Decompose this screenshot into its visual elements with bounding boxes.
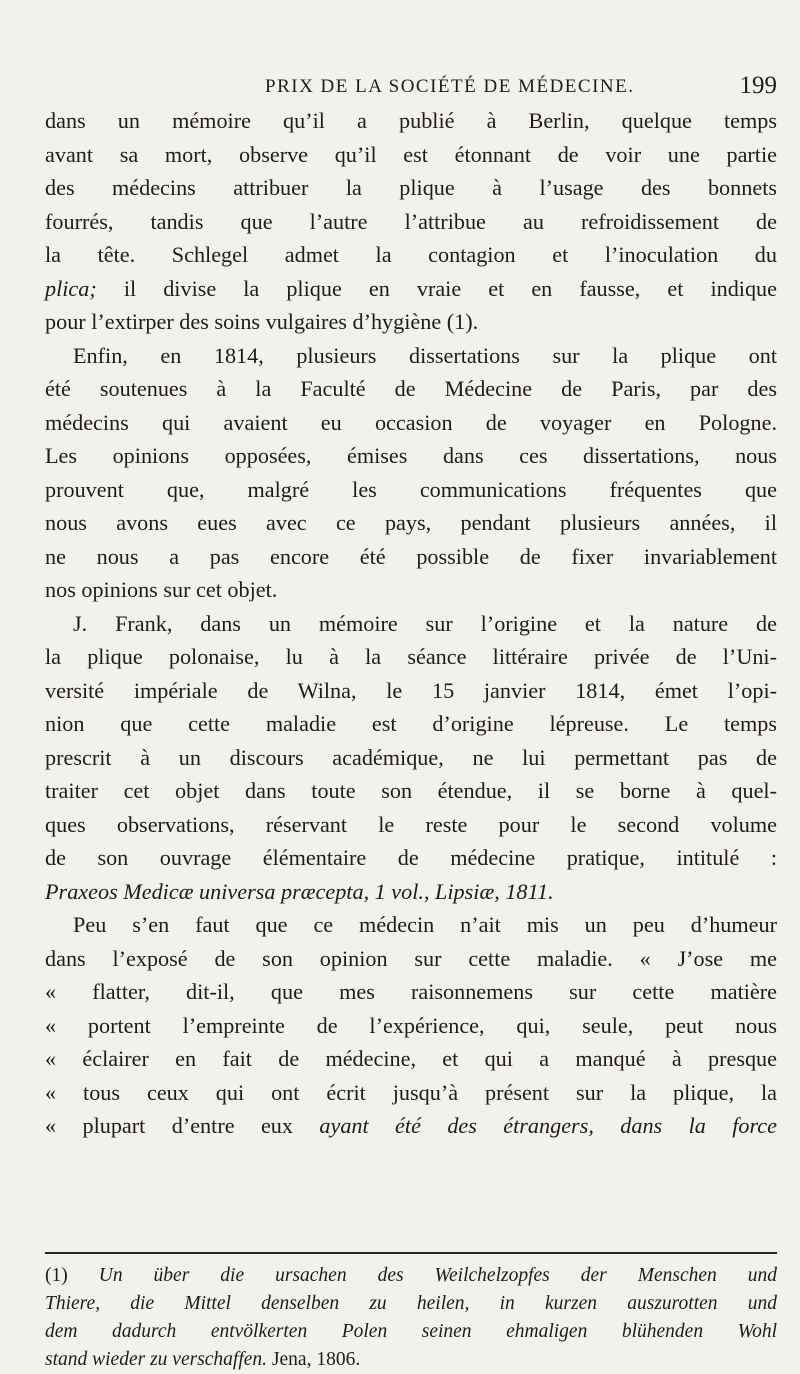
text-line: « tous ceux qui ont écrit jusqu’à présent sur la plique, la [45, 1079, 777, 1105]
text-line: « portent l’empreinte de l’expérience, qui, seule, peut nous [45, 1012, 777, 1038]
footnote-line: dem dadurch entvölkerten Polen seinen ehmaligen blühenden Wohl [45, 1321, 777, 1342]
text-line: prouvent que, malgré les communications fréquentes que [45, 476, 777, 502]
text-line: traiter cet objet dans toute son étendue, il se borne à quel- [45, 778, 777, 803]
text-line: Enfin, en 1814, plusieurs dissertations sur la plique ont [73, 342, 777, 368]
text-line: prescrit à un discours académique, ne lui permettant pas de [45, 744, 777, 770]
text-line: nos opinions sur cet objet. [45, 577, 278, 602]
running-head: PRIX DE LA SOCIÉTÉ DE MÉDECINE. [265, 76, 635, 97]
main-text [45, 104, 777, 1143]
text-line: pour l’extirper des soins vulgaires d’hygiène (1). [45, 309, 479, 334]
footnote-line: stand wieder zu verschaffen. Jena, 1806. [45, 1349, 361, 1370]
text-line: nous avons eues avec ce pays, pendant plusieurs années, il [45, 510, 777, 535]
text-line: Peu s’en faut que ce médecin n’ait mis un peu d’humeur [73, 912, 777, 937]
text-line: la tête. Schlegel admet la contagion et l’inoculation du [45, 242, 777, 267]
text-line-title: Praxeos Medicæ universa præcepta, 1 vol., Lipsiæ, 1811. [45, 878, 554, 904]
footnote [45, 1262, 777, 1374]
text-line: été soutenues à la Faculté de Médecine de Paris, par des [45, 376, 777, 401]
text-line: avant sa mort, observe qu’il est étonnant de voir une partie [45, 141, 777, 167]
text-line: J. Frank, dans un mémoire sur l’origine et la nature de [73, 610, 777, 636]
text-line: de son ouvrage élémentaire de médecine pratique, intitulé : [45, 845, 777, 870]
text-line: la plique polonaise, lu à la séance littéraire privée de l’Uni- [45, 644, 777, 669]
text-line: nion que cette maladie est d’origine lépreuse. Le temps [45, 711, 777, 736]
text-line-last: « plupart d’entre eux ayant été des étrangers, dans la force [45, 1113, 777, 1138]
footnote-line: (1) Un über die ursachen des Weilchelzopfes der Menschen und [45, 1265, 777, 1286]
text-line: « éclairer en fait de médecine, et qui a manqué à presque [45, 1046, 777, 1071]
text-line: ne nous a pas encore été possible de fixer invariablement [45, 543, 777, 569]
page-header [45, 72, 777, 106]
text-line-plica: plica; il divise la plique en vraie et en fausse, et indique [45, 275, 777, 301]
text-line: médecins qui avaient eu occasion de voyager en Pologne. [45, 409, 777, 435]
page-number: 199 [739, 72, 777, 99]
italic-plica: plica; [45, 275, 97, 301]
text-line: dans un mémoire qu’il a publié à Berlin, quelque temps [45, 108, 777, 133]
text-line: versité impériale de Wilna, le 15 janvier 1814, émet l’opi- [45, 677, 777, 703]
text-line: fourrés, tandis que l’autre l’attribue au refroidissement de [45, 208, 777, 234]
text-line: « flatter, dit-il, que mes raisonnemens sur cette matière [45, 979, 777, 1004]
text-line: ques observations, réservant le reste pour le second volume [45, 811, 777, 837]
text-line: Les opinions opposées, émises dans ces dissertations, nous [45, 443, 777, 468]
footnote-line: Thiere, die Mittel denselben zu heilen, in kurzen auszurotten und [45, 1293, 777, 1314]
italic-phrase: ayant été des étrangers, dans la force [319, 1113, 777, 1138]
footnote-rule [45, 1252, 777, 1254]
text-line: des médecins attribuer la plique à l’usage des bonnets [45, 175, 777, 200]
text-line: dans l’exposé de son opinion sur cette maladie. « J’ose me [45, 945, 777, 971]
